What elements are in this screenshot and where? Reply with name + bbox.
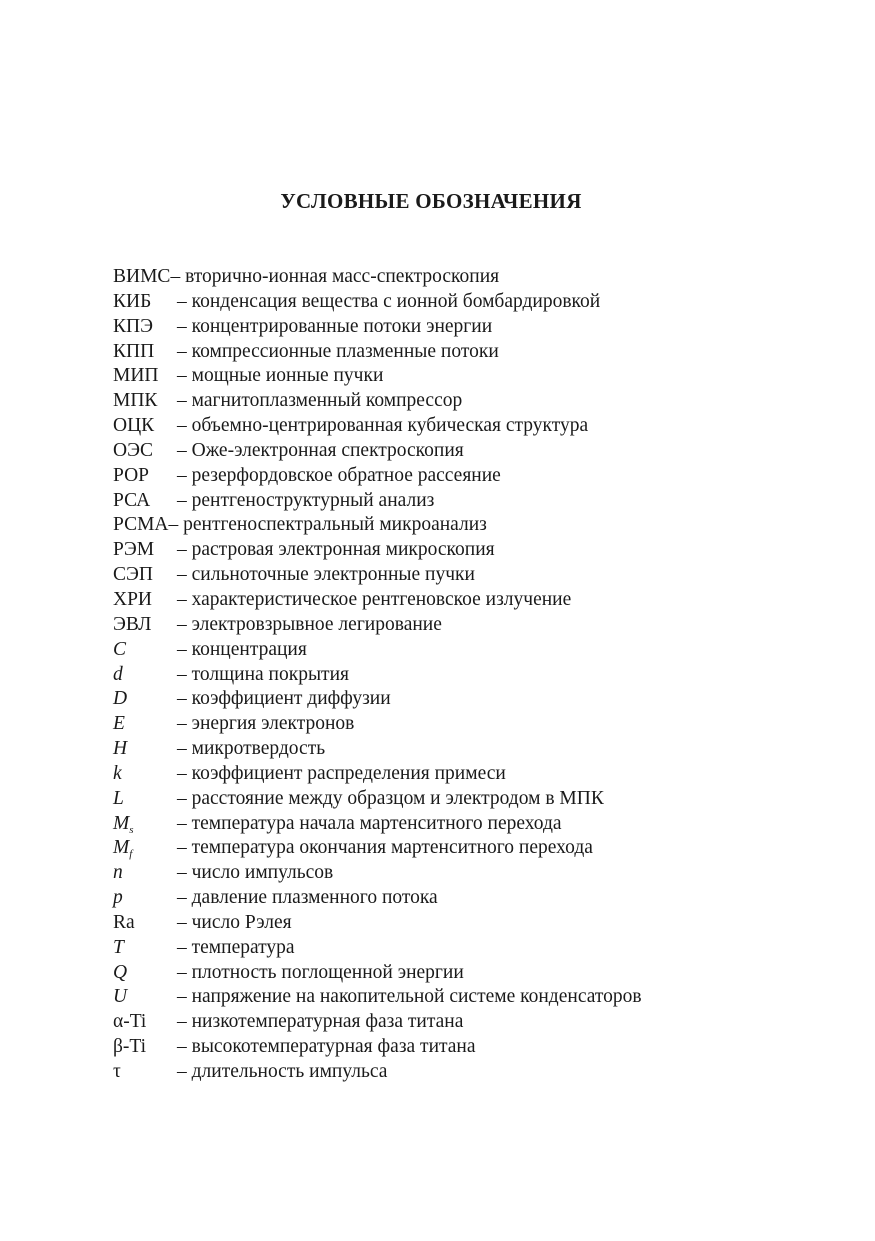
list-item	[113, 538, 642, 563]
list-item	[113, 985, 642, 1010]
definition-text: объемно-центрированная кубическая структура	[191, 415, 589, 437]
symbol-definition	[177, 712, 354, 737]
symbol-term: D	[113, 688, 128, 710]
definition-text: концентрация	[191, 638, 307, 660]
list-item	[113, 712, 642, 737]
definition-text: растровая электронная микроскопия	[191, 539, 495, 561]
dash: –	[177, 464, 187, 486]
definition-text: плотность поглощенной энергии	[191, 961, 464, 983]
dash: –	[177, 439, 187, 461]
abbreviation-term: РСА	[113, 489, 151, 511]
symbol-term: C	[113, 638, 127, 660]
definition-text: рентгеноспектральный микроанализ	[183, 514, 487, 536]
symbol-definition	[177, 861, 333, 886]
list-item	[113, 812, 642, 837]
symbol-term	[113, 836, 177, 861]
symbol-term: n	[113, 862, 123, 884]
abbreviation-term: РСМА	[113, 514, 169, 536]
symbol-definition	[177, 836, 593, 861]
dash: –	[177, 290, 187, 312]
symbol-definition	[177, 737, 325, 762]
abbreviation-term: КПП	[113, 340, 155, 362]
list-item	[113, 886, 642, 911]
abbreviation-definition	[177, 489, 434, 514]
list-item	[113, 265, 642, 290]
abbreviation-definition	[177, 364, 383, 389]
dash: –	[170, 266, 181, 287]
abbreviation-definition	[177, 538, 495, 563]
definition-text: толщина покрытия	[191, 663, 349, 685]
abbreviation-definition	[177, 389, 462, 414]
abbreviation-definition	[177, 613, 442, 638]
list-item	[113, 588, 642, 613]
abbreviation-term: РЭМ	[113, 539, 155, 561]
dash: –	[177, 887, 187, 909]
symbol-term: L	[113, 787, 124, 809]
definition-text: рентгеноструктурный анализ	[191, 489, 435, 511]
symbol-term: τ	[113, 1061, 121, 1082]
definition-text: концентрированные потоки энергии	[191, 315, 493, 337]
abbreviation-definition	[177, 414, 588, 439]
definition-text: длительность импульса	[191, 1061, 388, 1082]
symbol-definition	[177, 762, 506, 787]
symbol-term: U	[113, 986, 128, 1008]
definition-text: сильноточные электронные пучки	[191, 564, 475, 586]
list-item	[113, 563, 642, 588]
list-item	[113, 414, 642, 439]
dash: –	[177, 1036, 187, 1058]
list-item	[113, 663, 642, 688]
definition-text: компрессионные плазменные потоки	[191, 340, 499, 362]
list-item	[113, 911, 642, 936]
list-item	[113, 762, 642, 787]
definition-text: коэффициент распределения примеси	[191, 762, 506, 784]
symbol-subscript: f	[129, 848, 133, 861]
symbol-term: k	[113, 762, 122, 784]
dash: –	[177, 812, 187, 834]
list-item	[113, 489, 642, 514]
definition-text: конденсация вещества с ионной бомбардировкой	[191, 290, 601, 312]
list-item	[113, 464, 642, 489]
symbol-term	[113, 812, 177, 837]
abbreviation-term: ХРИ	[113, 588, 153, 610]
dash: –	[177, 986, 187, 1008]
dash: –	[177, 961, 187, 983]
definition-text: высокотемпературная фаза титана	[191, 1036, 476, 1058]
definition-text: вторично-ионная масс-спектроскопия	[185, 266, 500, 287]
definition-text: давление плазменного потока	[191, 887, 438, 909]
symbol-definition	[177, 1035, 476, 1060]
abbreviation-term: ОЦК	[113, 415, 155, 437]
dash: –	[177, 415, 187, 437]
definition-text: расстояние между образцом и электродом в МПК	[191, 787, 604, 809]
abbreviation-term: КПЭ	[113, 315, 153, 337]
dash: –	[177, 688, 187, 710]
list-item	[113, 1060, 642, 1085]
dash: –	[177, 738, 187, 760]
list-item	[113, 613, 642, 638]
dash: –	[177, 911, 187, 933]
abbreviation-definition	[177, 588, 571, 613]
dash: –	[177, 539, 187, 561]
symbol-term: H	[113, 738, 128, 760]
symbol-term: β-Ti	[113, 1036, 147, 1058]
definition-text: коэффициент диффузии	[191, 688, 391, 710]
dash: –	[177, 365, 187, 387]
list-item	[113, 1010, 642, 1035]
abbreviation-term: МИП	[113, 365, 159, 387]
symbol-definition	[177, 1010, 463, 1035]
definition-text: температура начала мартенситного перехода	[191, 812, 562, 834]
symbol-term: α-Ti	[113, 1011, 147, 1033]
symbol-definition	[177, 687, 391, 712]
definition-text: напряжение на накопительной системе конденсаторов	[191, 986, 642, 1008]
definition-text: Оже-электронная спектроскопия	[191, 439, 464, 461]
definition-text: температура окончания мартенситного перехода	[191, 837, 593, 859]
definition-text: низкотемпературная фаза титана	[191, 1011, 464, 1033]
definition-text: энергия электронов	[191, 713, 355, 735]
abbreviation-definition	[177, 563, 475, 588]
symbol-definition	[177, 638, 307, 663]
symbol-definition	[177, 812, 562, 837]
definition-text: микротвердость	[191, 738, 326, 760]
list-item	[113, 389, 642, 414]
symbol-subscript: s	[129, 823, 134, 836]
definition-text: магнитоплазменный компрессор	[191, 390, 463, 412]
dash: –	[177, 588, 187, 610]
abbreviation-term: МПК	[113, 390, 158, 412]
dash: –	[177, 1011, 187, 1033]
list-item	[113, 290, 642, 315]
abbreviation-definition	[169, 513, 487, 538]
list-item	[113, 737, 642, 762]
symbol-term: T	[113, 936, 124, 958]
list-item	[113, 861, 642, 886]
list-item	[113, 936, 642, 961]
abbreviation-list	[113, 265, 642, 1085]
symbol-definition	[177, 961, 464, 986]
symbol-definition	[177, 886, 438, 911]
list-item	[113, 364, 642, 389]
symbol-definition	[177, 985, 642, 1010]
definition-text: электровзрывное легирование	[191, 613, 442, 635]
abbreviation-definition	[177, 439, 464, 464]
symbol-base: M	[113, 812, 130, 834]
list-item	[113, 513, 642, 538]
abbreviation-term: ЭВЛ	[113, 613, 152, 635]
definition-text: температура	[191, 936, 295, 958]
symbol-definition	[177, 911, 292, 936]
list-item	[113, 340, 642, 365]
dash: –	[177, 489, 187, 511]
abbreviation-term: ОЭС	[113, 439, 153, 461]
definition-text: число импульсов	[191, 862, 334, 884]
symbol-definition	[177, 1060, 387, 1085]
dash: –	[168, 514, 179, 536]
list-item	[113, 638, 642, 663]
dash: –	[177, 787, 187, 809]
definition-text: характеристическое рентгеновское излучение	[191, 588, 572, 610]
dash: –	[177, 837, 187, 859]
dash: –	[177, 613, 187, 635]
abbreviation-term: КИБ	[113, 290, 152, 312]
abbreviation-term: ВИМС	[113, 266, 171, 287]
symbol-definition	[177, 787, 604, 812]
dash: –	[177, 936, 187, 958]
list-item	[113, 836, 642, 861]
symbol-definition	[177, 663, 349, 688]
definition-text: мощные ионные пучки	[191, 365, 384, 387]
abbreviation-term: РОР	[113, 464, 150, 486]
list-item	[113, 315, 642, 340]
definition-text: резерфордовское обратное рассеяние	[191, 464, 501, 486]
dash: –	[177, 390, 187, 412]
abbreviation-term: СЭП	[113, 564, 153, 586]
list-item	[113, 687, 642, 712]
dash: –	[177, 315, 187, 337]
symbol-base: M	[113, 837, 130, 859]
symbol-term: Q	[113, 961, 128, 983]
abbreviation-definition	[170, 265, 499, 290]
abbreviation-definition	[177, 290, 600, 315]
page-title: УСЛОВНЫЕ ОБОЗНАЧЕНИЯ	[280, 189, 582, 213]
list-item	[113, 439, 642, 464]
symbol-term: d	[113, 663, 123, 685]
list-item	[113, 1035, 642, 1060]
abbreviation-definition	[177, 464, 501, 489]
abbreviation-definition	[177, 340, 499, 365]
dash: –	[177, 340, 187, 362]
abbreviation-definition	[177, 315, 492, 340]
dash: –	[177, 862, 187, 884]
list-item	[113, 787, 642, 812]
definition-text: число Рэлея	[191, 911, 292, 933]
dash: –	[177, 713, 187, 735]
dash: –	[177, 762, 187, 784]
symbol-term: E	[113, 713, 125, 735]
symbol-definition	[177, 936, 295, 961]
symbol-term: Ra	[113, 911, 135, 933]
dash: –	[177, 1061, 187, 1082]
dash: –	[177, 638, 187, 660]
list-item	[113, 961, 642, 986]
dash: –	[177, 663, 187, 685]
dash: –	[177, 564, 187, 586]
symbol-term: p	[113, 887, 123, 909]
